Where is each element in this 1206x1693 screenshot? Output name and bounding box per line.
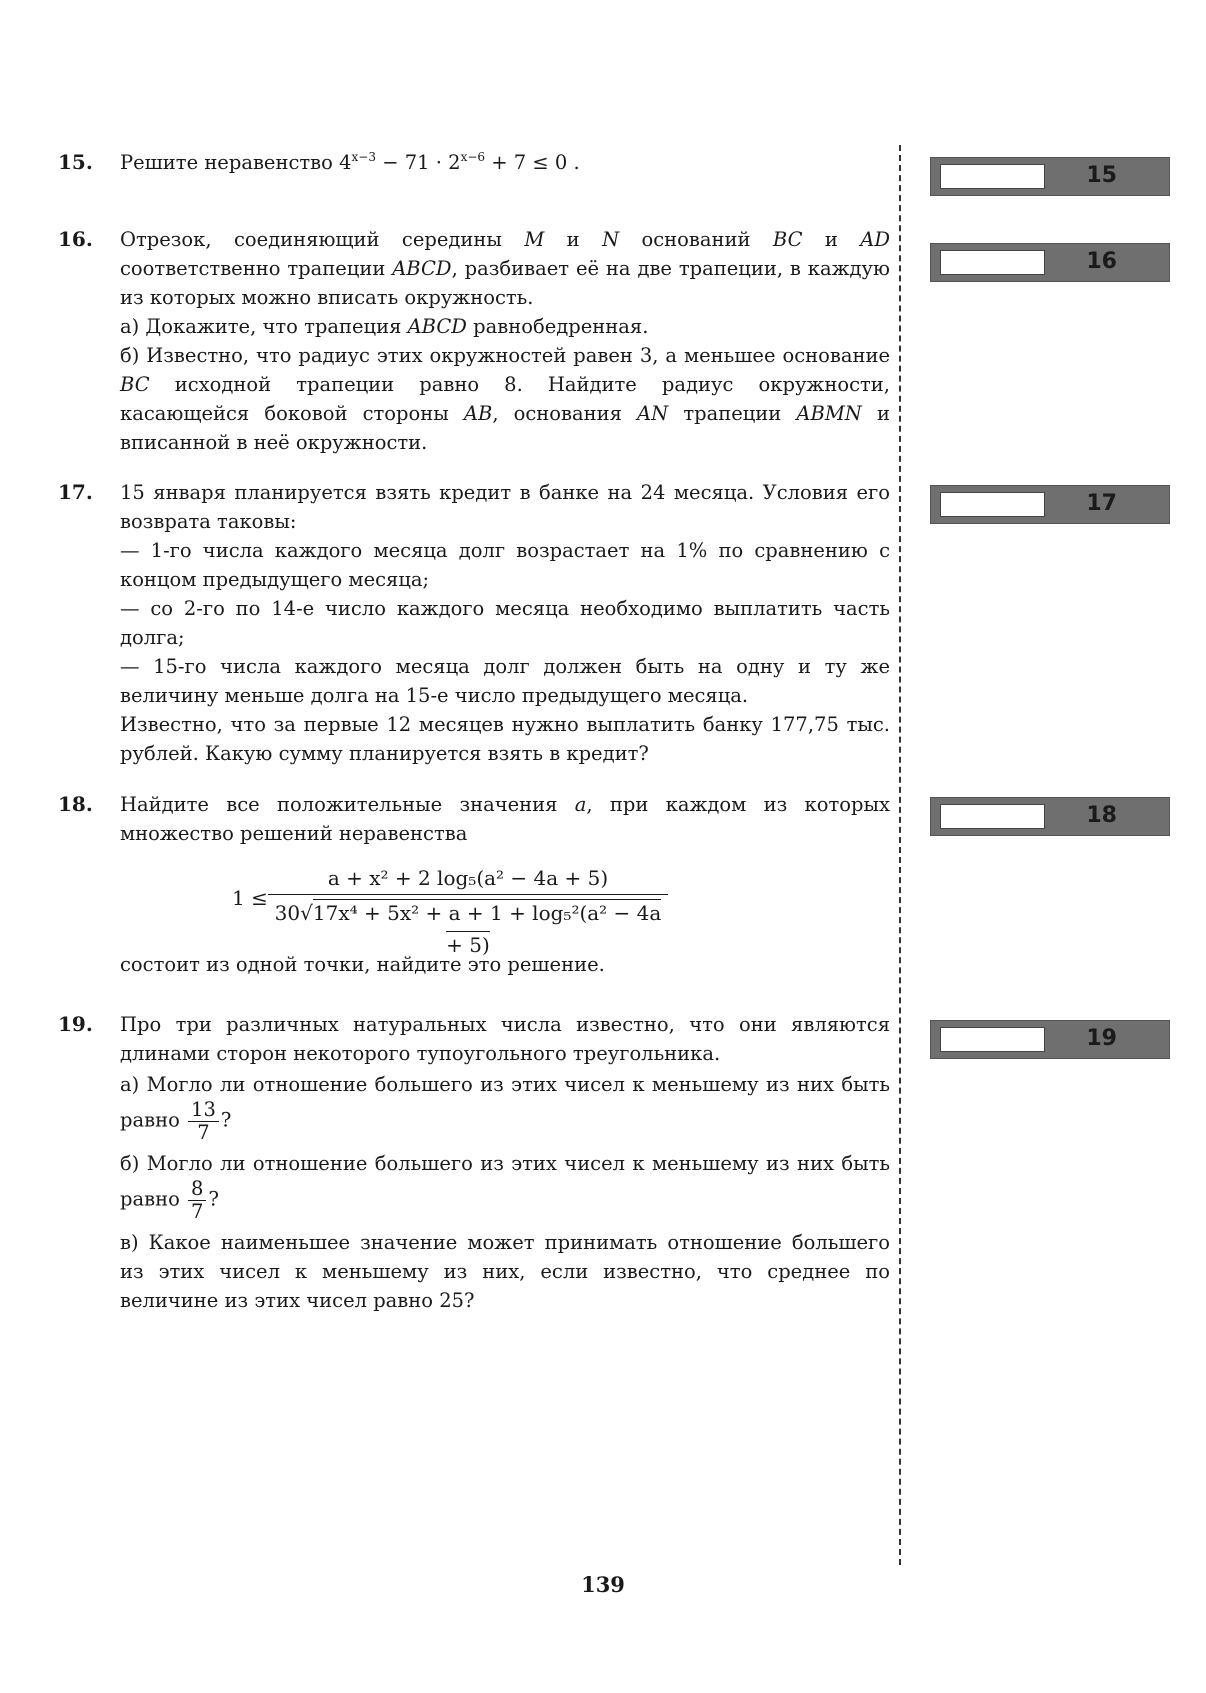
task-number: 19.	[58, 1012, 93, 1036]
answer-field[interactable]	[940, 164, 1045, 189]
text: трапеции	[668, 402, 797, 425]
text: и	[802, 228, 861, 251]
answer-field[interactable]	[940, 804, 1045, 829]
text: равнобедренная.	[466, 315, 649, 338]
text: и вписанной в неё окружности.	[120, 402, 890, 454]
den-coef: 30	[274, 901, 301, 925]
task-paragraph	[120, 1070, 890, 1143]
var: M	[524, 228, 545, 251]
text: Отрезок, соединяющий середины	[120, 228, 525, 251]
text: ?	[208, 1187, 219, 1211]
task-paragraph: — со 2-го по 14-е число каждого месяца необходимо выплатить часть долга;	[120, 597, 890, 649]
var: ABCD	[407, 315, 467, 338]
text: и	[544, 228, 603, 251]
text: а) Могло ли отношение большего из этих чисел к меньшему из них быть равно	[120, 1073, 890, 1132]
answer-box-15	[930, 157, 1170, 196]
text: Найдите все положительные значения	[120, 793, 575, 816]
var: AD	[860, 228, 890, 251]
var: BC	[120, 373, 150, 396]
task-paragraph: состоит из одной точки, найдите это решение.	[120, 953, 605, 976]
formula-lhs: 1 ≤	[232, 886, 268, 910]
formula-denominator: 30√17x⁴ + 5x² + a + 1 + log₅²(a² − 4a + 5)	[274, 901, 662, 957]
formula-fraction	[268, 864, 668, 961]
task-paragraph	[120, 1149, 890, 1222]
task-number: 17.	[58, 480, 93, 504]
middle-term: − 71 ·	[376, 151, 449, 174]
answer-box-17	[930, 485, 1170, 524]
task-number: 15.	[58, 150, 93, 174]
text: ?	[220, 1108, 232, 1132]
task-16	[58, 225, 890, 457]
task-paragraph: — 15-го числа каждого месяца долг должен быть на одну и ту же величину меньше долга на 15-е число предыдущего месяца.	[120, 655, 890, 707]
fraction-13-7	[188, 1099, 219, 1143]
task-body	[120, 790, 890, 979]
text: оснований	[619, 228, 773, 251]
answer-box-label: 15	[1086, 163, 1117, 188]
text: , при каждом из которых множество решений неравенства	[120, 793, 890, 845]
var: N	[602, 228, 620, 251]
task-paragraph	[120, 225, 890, 312]
cut-line	[899, 145, 901, 1565]
task-paragraph	[120, 312, 890, 341]
task-number: 16.	[58, 227, 93, 251]
answer-field[interactable]	[940, 250, 1045, 275]
answer-box-16	[930, 243, 1170, 282]
task-paragraph: Про три различных натуральных числа известно, что они являются длинами сторон некоторого тупоугольного треугольника.	[120, 1013, 890, 1065]
base-2: 2	[448, 151, 461, 174]
text: б) Известно, что радиус этих окружностей равен 3, а меньшее основание	[120, 344, 890, 367]
task-18	[58, 790, 890, 979]
formula-numerator: a + x² + 2 log₅(a² − 4a + 5)	[268, 864, 668, 895]
task-body	[120, 478, 890, 768]
text: , разбивает её на две трапеции, в каждую из которых можно вписать окружность.	[120, 257, 890, 309]
text: , основания	[492, 402, 638, 425]
task-paragraph	[120, 790, 890, 848]
text: соответственно трапеции	[120, 257, 393, 280]
task-19	[58, 1010, 890, 1315]
numerator: 8	[188, 1178, 206, 1201]
task-body	[120, 148, 890, 177]
task-paragraph: в) Какое наименьшее значение может принимать отношение большего из этих чисел к меньшему из них, если известно, что среднее по величине из этих чисел равно 25?	[120, 1231, 890, 1312]
inequality	[339, 151, 580, 174]
den-radicand: 17x⁴ + 5x² + a + 1 + log₅²(a² − 4a + 5)	[312, 901, 662, 957]
text: б) Могло ли отношение большего из этих чисел к меньшему из них быть равно	[120, 1152, 890, 1211]
inequality-formula	[120, 864, 890, 957]
exponent-1: x−3	[351, 150, 376, 164]
task-paragraph: Известно, что за первые 12 месяцев нужно выплатить банку 177,75 тыс. рублей. Какую сумму планируется взять в кредит?	[120, 713, 890, 765]
task-body	[120, 225, 890, 457]
task-15	[58, 148, 890, 177]
page-number: 139	[581, 1572, 625, 1597]
var: a	[574, 793, 587, 816]
task-paragraph	[120, 341, 890, 457]
answer-box-18	[930, 797, 1170, 836]
var: AN	[637, 402, 669, 425]
denominator: 7	[197, 1120, 210, 1144]
text: исходной трапеции равно 8. Найдите радиус окружности, касающейся боковой стороны	[120, 373, 890, 425]
answer-box-label: 16	[1086, 249, 1117, 274]
base-1: 4	[339, 151, 352, 174]
exponent-2: x−6	[460, 150, 486, 164]
answer-box-label: 18	[1086, 803, 1117, 828]
answer-field[interactable]	[940, 1027, 1045, 1052]
answer-field[interactable]	[940, 492, 1045, 517]
answer-box-label: 19	[1086, 1026, 1117, 1051]
var: ABMN	[796, 402, 862, 425]
numerator: 13	[188, 1099, 219, 1122]
task-paragraph: — 1-го числа каждого месяца долг возрастает на 1% по сравнению с концом предыдущего месяца;	[120, 539, 890, 591]
var: BC	[772, 228, 803, 251]
task-number: 18.	[58, 792, 93, 816]
var: ABCD	[392, 257, 452, 280]
end-term: + 7 ≤ 0 .	[485, 151, 580, 174]
answer-box-19	[930, 1020, 1170, 1059]
fraction-8-7	[188, 1178, 206, 1222]
text: а) Докажите, что трапеция	[120, 315, 408, 338]
task-body	[120, 1010, 890, 1315]
task-17	[58, 478, 890, 768]
task-paragraph: 15 января планируется взять кредит в банке на 24 месяца. Условия его возврата таковы:	[120, 481, 890, 533]
task-text: Решите неравенство	[120, 151, 333, 174]
answer-box-label: 17	[1086, 491, 1117, 516]
var: AB	[463, 402, 493, 425]
denominator: 7	[191, 1199, 204, 1223]
